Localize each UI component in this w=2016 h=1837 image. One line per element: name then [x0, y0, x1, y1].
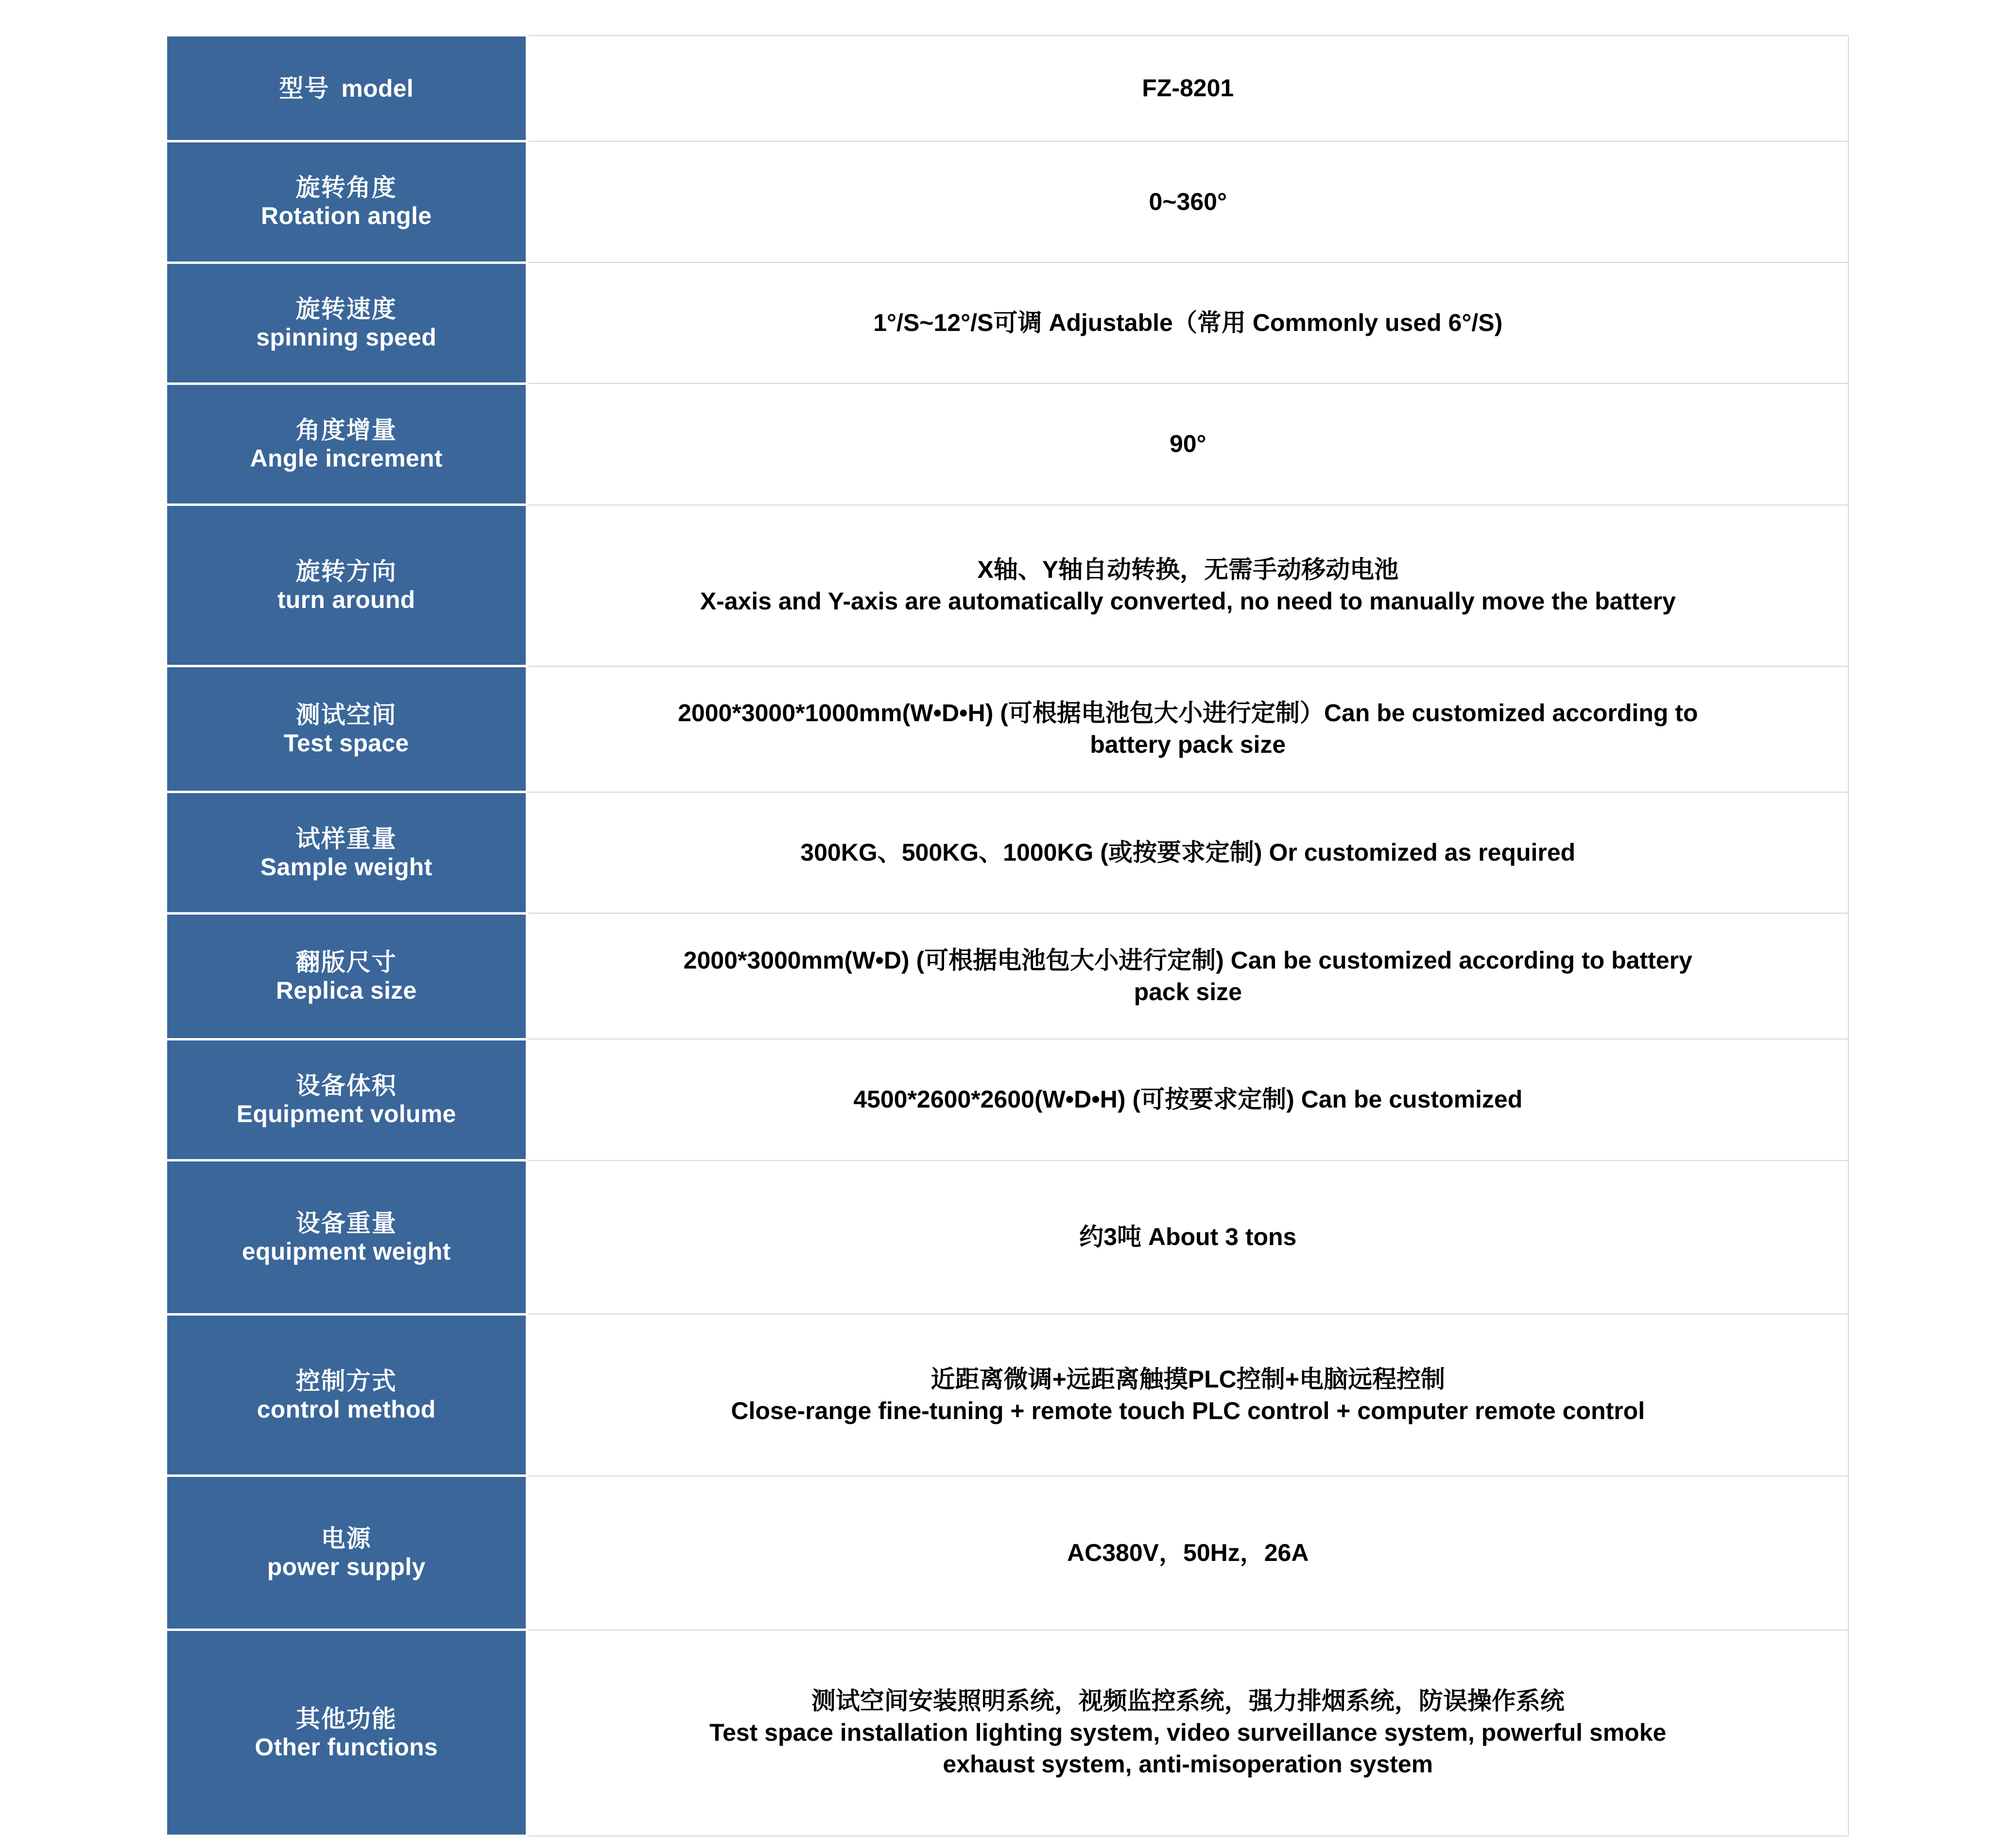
row-label-cn: 型号: [279, 74, 330, 102]
row-label-en: model: [341, 74, 414, 102]
row-label-cn: 翻版尺寸: [295, 948, 397, 976]
row-label-rotation-angle: [167, 141, 527, 262]
table-body: [167, 35, 1848, 1836]
value-line: 约3吨 About 3 tons: [1079, 1223, 1297, 1251]
row-value-sample-weight: [527, 792, 1848, 913]
row-value-replica-size: [527, 913, 1848, 1039]
row-label-en: turn around: [277, 586, 415, 613]
row-value-power-supply: [527, 1476, 1848, 1630]
row-label-other-functions: [167, 1630, 527, 1836]
row-value-angle-increment: [527, 383, 1848, 504]
table-row: [167, 383, 1848, 504]
row-label-equipment-weight: [167, 1161, 527, 1315]
row-label-en: Replica size: [276, 976, 417, 1004]
row-value-turn-around: [527, 505, 1848, 666]
row-label-en: control method: [257, 1395, 436, 1423]
row-label-en: power supply: [267, 1553, 426, 1581]
row-label-en: Other functions: [255, 1733, 438, 1761]
value-line: 2000*3000mm(W•D) (可根据电池包大小进行定制) Can be customized according to battery: [683, 946, 1692, 974]
row-label-cn: 设备重量: [295, 1209, 397, 1237]
value-line: battery pack size: [1090, 731, 1286, 759]
value-line: 近距离微调+远距离触摸PLC控制+电脑远程控制: [930, 1365, 1445, 1393]
row-label-cn: 控制方式: [295, 1367, 397, 1395]
row-label-en: Sample weight: [260, 853, 432, 881]
table-row: [167, 1314, 1848, 1475]
value-line: exhaust system, anti-misoperation system: [943, 1750, 1433, 1778]
value-line: Close-range fine-tuning + remote touch PLC control + computer remote control: [731, 1397, 1645, 1424]
row-value-model: [527, 35, 1848, 141]
row-label-cn: 旋转角度: [295, 174, 397, 202]
table-row: [167, 666, 1848, 792]
row-label-en: Equipment volume: [236, 1100, 456, 1127]
row-value-control-method: [527, 1314, 1848, 1475]
row-label-cn: 旋转速度: [295, 295, 397, 323]
value-line: 4500*2600*2600(W•D•H) (可按要求定制) Can be customized: [853, 1086, 1523, 1113]
row-label-en: equipment weight: [241, 1237, 451, 1265]
row-label-cn: 旋转方向: [295, 557, 397, 585]
row-label-power-supply: [167, 1476, 527, 1630]
value-line: 2000*3000*1000mm(W•D•H) (可根据电池包大小进行定制）Can be customized according to: [678, 699, 1698, 727]
value-line: 300KG、500KG、1000KG (或按要求定制) Or customized as required: [800, 839, 1576, 867]
row-label-replica-size: [167, 913, 527, 1039]
row-value-other-functions: [527, 1630, 1848, 1836]
value-line: 测试空间安装照明系统，视频监控系统，强力排烟系统，防误操作系统: [811, 1687, 1565, 1715]
row-label-en: spinning speed: [256, 323, 437, 351]
row-label-sample-weight: [167, 792, 527, 913]
table-row: [167, 1039, 1848, 1160]
row-label-cn: 角度增量: [295, 416, 397, 444]
row-label-cn: 测试空间: [295, 701, 397, 729]
table-row: [167, 505, 1848, 666]
row-label-en: Rotation angle: [261, 202, 432, 230]
value-line: Test space installation lighting system, video surveillance system, powerful smoke: [709, 1719, 1667, 1747]
value-line: X轴、Y轴自动转换，无需手动移动电池: [977, 555, 1399, 583]
row-label-equipment-volume: [167, 1039, 527, 1160]
table-row: [167, 1161, 1848, 1315]
value-line: X-axis and Y-axis are automatically converted, no need to manually move the battery: [700, 587, 1676, 615]
table-row: [167, 913, 1848, 1039]
row-label-cn: 电源: [321, 1525, 372, 1553]
row-value-equipment-volume: [527, 1039, 1848, 1160]
row-value-rotation-angle: [527, 141, 1848, 262]
value-line: AC380V，50Hz，26A: [1067, 1539, 1309, 1566]
table-row: [167, 792, 1848, 913]
value-line: 0~360°: [1149, 188, 1227, 215]
row-label-control-method: [167, 1314, 527, 1475]
table-row: [167, 141, 1848, 262]
row-value-spinning-speed: [527, 262, 1848, 383]
value-line: 1°/S~12°/S可调 Adjustable（常用 Commonly used 6°/S): [873, 309, 1503, 337]
value-line: pack size: [1134, 978, 1242, 1005]
value-line: FZ-8201: [1142, 74, 1234, 102]
row-label-en: Test space: [283, 729, 409, 757]
row-label-test-space: [167, 666, 527, 792]
table-row: [167, 1476, 1848, 1630]
row-label-cn: 其他功能: [295, 1705, 397, 1733]
row-value-equipment-weight: [527, 1161, 1848, 1315]
row-label-cn: 试样重量: [295, 825, 397, 852]
row-label-cn: 设备体积: [295, 1072, 397, 1099]
row-value-test-space: [527, 666, 1848, 792]
table-row: [167, 35, 1848, 141]
specification-table: [167, 34, 1849, 1837]
table-row: [167, 262, 1848, 383]
table-row: [167, 1630, 1848, 1836]
row-label-turn-around: [167, 505, 527, 666]
row-label-angle-increment: [167, 383, 527, 504]
row-label-model: [167, 35, 527, 141]
row-label-en: Angle increment: [250, 444, 443, 472]
row-label-spinning-speed: [167, 262, 527, 383]
value-line: 90°: [1169, 430, 1206, 458]
